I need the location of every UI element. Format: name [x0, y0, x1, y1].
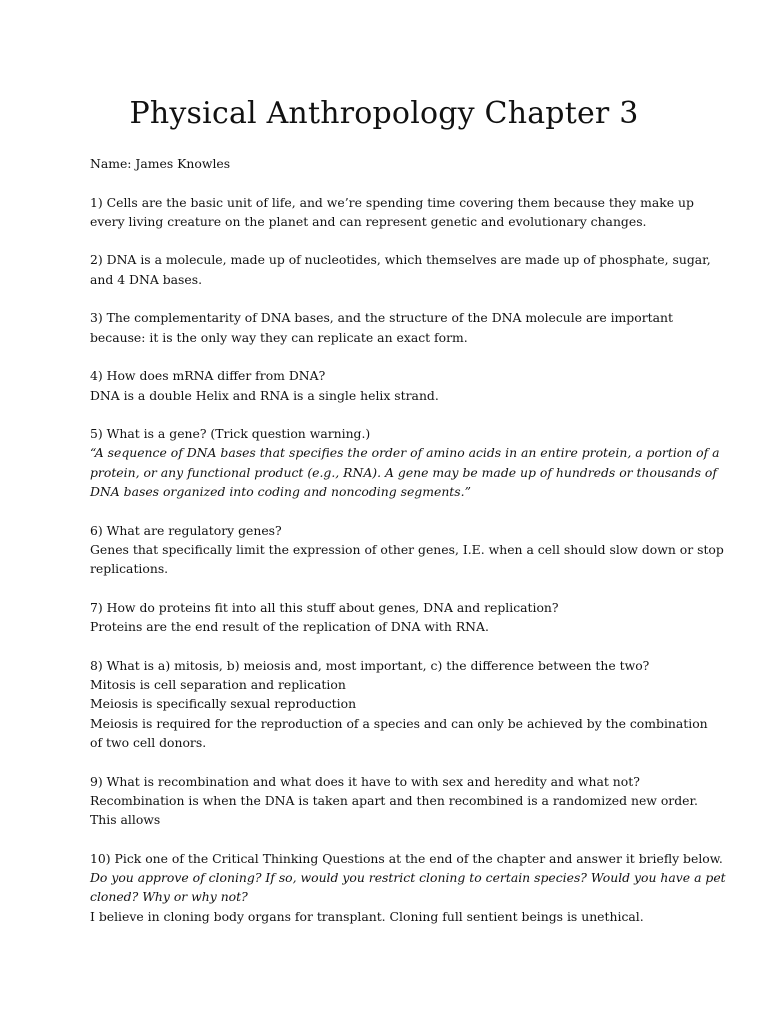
answer-text: Meiosis is required for the reproduction of a species and can only be achieved by the combination — [90, 715, 708, 731]
question-text: 1) Cells are the basic unit of life, and we’re spending time covering them because they make up — [90, 194, 694, 210]
paragraph-gap — [90, 636, 690, 655]
question-text: 4) How does mRNA differ from DNA? — [90, 368, 326, 384]
question-block-5 — [90, 424, 720, 501]
question-text: 10) Pick one of the Critical Thinking Questions at the end of the chapter and answer it briefly below. — [90, 850, 723, 866]
question-text: 2) DNA is a molecule, made up of nucleotides, which themselves are made up of phosphate, sugar, — [90, 252, 711, 268]
answer-text: Meiosis is specifically sexual reproduction — [90, 696, 357, 712]
document-body — [90, 154, 726, 926]
paragraph-gap — [90, 405, 690, 424]
document-title: Physical Anthropology Chapter 3 — [129, 96, 639, 131]
answer-text: Do you approve of cloning? If so, would you restrict cloning to certain species? Would you have a pet — [90, 869, 726, 885]
question-block-3 — [90, 308, 690, 347]
answer-text: Recombination is when the DNA is taken apart and then recombined is a randomized new order. — [90, 792, 698, 808]
question-text: 5) What is a gene? (Trick question warning.) — [90, 426, 371, 442]
answer-text: every living creature on the planet and can represent genetic and evolutionary changes. — [90, 213, 647, 229]
paragraph-gap — [90, 289, 690, 308]
question-block-6 — [90, 521, 724, 579]
question-text: 6) What are regulatory genes? — [90, 522, 282, 538]
answer-text: replications. — [90, 561, 169, 577]
answer-text: Mitosis is cell separation and replication — [90, 677, 346, 693]
paragraph-gap — [90, 501, 690, 520]
question-block-10 — [90, 849, 726, 926]
answer-text: of two cell donors. — [90, 734, 207, 750]
paragraph-gap — [90, 829, 690, 848]
question-block-2 — [90, 250, 711, 289]
paragraph-gap — [90, 347, 690, 366]
name-line: Name: James Knowles — [90, 156, 231, 171]
answer-text: protein, or any functional product (e.g., RNA). A gene may be made up of hundreds or thousands of — [90, 464, 717, 480]
question-block-9 — [90, 772, 698, 830]
paragraph-gap — [90, 752, 690, 771]
answer-text: I believe in cloning body organs for transplant. Cloning full sentient beings is unethical. — [90, 908, 644, 924]
paragraph-gap — [90, 579, 690, 598]
question-block-1 — [90, 193, 694, 232]
answer-text: This allows — [90, 812, 161, 828]
answer-text: cloned? Why or why not? — [90, 889, 248, 905]
question-text: 8) What is a) mitosis, b) meiosis and, most important, c) the difference between the two? — [90, 657, 650, 673]
answer-text: because: it is the only way they can replicate an exact form. — [90, 329, 468, 345]
paragraph-gap — [90, 173, 690, 192]
question-text: 7) How do proteins fit into all this stuff about genes, DNA and replication? — [90, 599, 559, 615]
question-block-7 — [90, 598, 690, 637]
answer-text: Proteins are the end result of the replication of DNA with RNA. — [90, 619, 489, 635]
answer-text: DNA is a double Helix and RNA is a single helix strand. — [90, 387, 439, 403]
question-text: 9) What is recombination and what does it have to with sex and heredity and what not? — [90, 773, 640, 789]
answer-text: and 4 DNA bases. — [90, 271, 203, 287]
answer-text: DNA bases organized into coding and noncoding segments.” — [90, 484, 471, 500]
question-text: 3) The complementarity of DNA bases, and the structure of the DNA molecule are important — [90, 310, 673, 326]
question-block-4 — [90, 366, 690, 405]
paragraph-gap — [90, 231, 690, 250]
answer-text: “A sequence of DNA bases that specifies the order of amino acids in an entire protein, a portion of a — [90, 445, 720, 461]
answer-text: Genes that specifically limit the expression of other genes, I.E. when a cell should slow down or stop — [90, 541, 724, 557]
question-block-8 — [90, 656, 708, 752]
